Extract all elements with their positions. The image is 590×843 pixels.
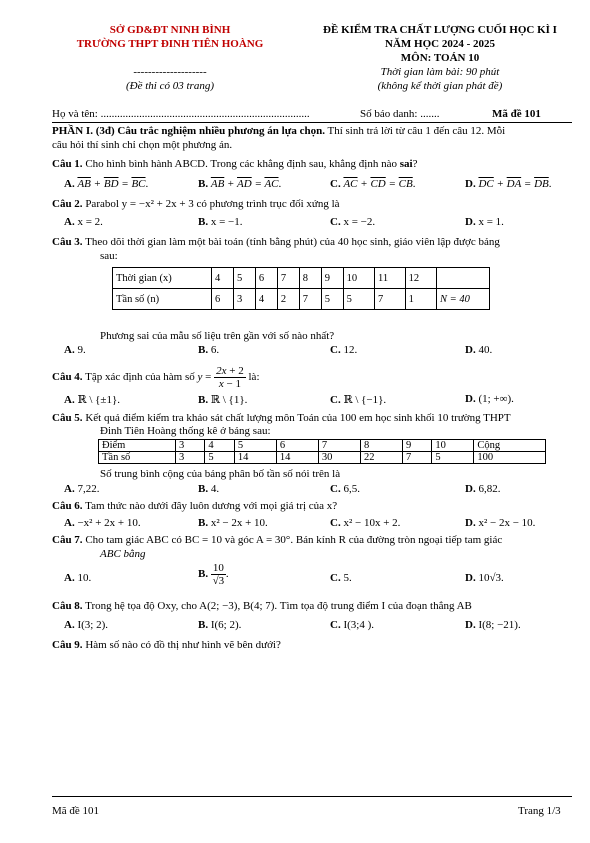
q3-option-a[interactable] [64,344,86,356]
q2-label: Câu 2. [52,198,83,210]
q5-b-text: 4. [210,483,220,495]
q2-a-text: x = 2. [77,216,103,228]
q7-d-text: 10√3. [478,572,504,584]
letter-d: D. [465,216,476,228]
part1-desc-2: câu hỏi thí sinh chỉ chọn một phương án. [52,139,233,151]
q6-b-text: x² − 2x + 10. [210,517,268,529]
question-4: Câu 4. Tập xác định của hàm số y = $\frac{2x + 2}{x - 1}$ là: [52,365,260,390]
table-cell: 12 [405,268,436,289]
footer-code: Mã đề 101 [52,805,100,817]
table-cell: 22 [360,452,402,464]
q7-c-text: 5. [343,572,352,584]
q5-c-text: 6,5. [343,483,360,495]
table-cell: 4 [212,268,234,289]
q5-option-c[interactable] [330,483,360,495]
question-9 [52,639,281,651]
q4-la: là: [248,371,260,384]
table-cell: Tần số [99,452,176,464]
table-cell: 5 [432,452,474,464]
q5-question: Số trung bình cộng của bảng phân bố tần số nói trên là [100,468,341,480]
letter-a: A. [64,619,75,631]
footer-page: Trang 1/3 [518,805,561,817]
q7-b-fraction [211,562,226,587]
letter-a: A. [64,178,75,190]
q7-text: Cho tam giác ABC có BC = 10 và góc A = 30°. Bán kính R của đường tròn ngoại tiếp tam giác [82,534,503,546]
table-cell: 7 [318,440,360,452]
q6-text: Tam thức nào dưới đây luôn dương với mọi giá trị của x? [82,500,338,512]
table-cell: 2 [277,289,299,310]
q5-text-2: Đinh Tiên Hoàng thống kê ở bảng sau: [100,425,271,437]
q3-option-b[interactable] [198,344,219,356]
question-5 [52,412,511,424]
letter-c: C. [330,619,341,631]
letter-c: C. [330,178,341,190]
table-cell: 3 [176,452,205,464]
table-cell: 7 [402,452,431,464]
letter-d: D. [465,517,476,529]
part1-desc: Thí sinh trả lời từ câu 1 đến câu 12. Mỗi [324,125,506,137]
q8-label: Câu 8. [52,600,83,612]
question-6 [52,500,337,512]
table-cell: 6 [212,289,234,310]
letter-b: B. [198,394,209,406]
letter-c: C. [330,344,341,356]
q3-question: Phương sai của mẫu số liệu trên gần với số nào nhất? [100,330,335,342]
table-cell: N = 40 [437,289,490,310]
q1-option-a[interactable]: A. $\overline{AB} + \overline{BD} = \overline{BC}$. [64,178,149,190]
letter-a: A. [64,394,75,406]
table-cell: 100 [474,452,546,464]
letter-a: A. [64,517,75,529]
table-cell: 9 [321,268,343,289]
q4-fraction: $\frac{2x + 2}{x - 1}$ [216,365,244,390]
q7-option-b[interactable]: B. $\frac{10}{√3}$ . [198,562,229,587]
q2-d-text: x = 1. [478,216,504,228]
question-8 [52,600,472,612]
q2-text: Parabol y = −x² + 2x + 3 có phương trình trục đối xứng là [82,198,340,210]
q8-option-c[interactable] [330,619,374,631]
student-id-field: Số báo danh: ....... [360,108,440,120]
table-cell: 4 [255,289,277,310]
table-cell: Tần số (n) [113,289,212,310]
school-name: TRƯỜNG THPT ĐINH TIÊN HOÀNG [76,38,264,50]
q5-option-a[interactable] [64,483,99,495]
q6-a-text: −x² + 2x + 10. [77,517,141,529]
q7-option-d[interactable] [465,572,504,584]
q8-b-text: I(6; 2). [210,619,242,631]
letter-b: B. [198,483,209,495]
table-cell: 6 [276,440,318,452]
q7-b-num: 10 [212,562,224,574]
table-cell: 6 [255,268,277,289]
table-cell: 5 [343,289,374,310]
q3-a-text: 9. [77,344,86,356]
letter-d: D. [465,178,476,190]
q1-end: ? [412,158,418,170]
q8-option-b[interactable] [198,619,241,631]
letter-b: B. [198,568,209,581]
table-cell: 7 [299,289,321,310]
q6-option-a[interactable] [64,517,141,529]
letter-d: D. [465,619,476,631]
q3-option-d[interactable] [465,344,492,356]
q9-text: Hàm số nào có đồ thị như hình vẽ bên dưới? [82,639,281,651]
q7-text-2: ABC bằng [100,548,146,560]
table-cell: 5 [321,289,343,310]
table-cell [437,268,490,289]
q7-label: Câu 7. [52,534,83,546]
q5-text: Kết quả điểm kiểm tra khảo sát chất lượng môn Toán của 100 em học sinh khối 10 trường THPT [82,412,511,424]
q7-a-text: 10. [77,572,92,584]
table-cell: 7 [374,289,405,310]
department-name: SỞ GD&ĐT NINH BÌNH [109,24,231,36]
q6-label: Câu 6. [52,500,83,512]
school-year: NĂM HỌC 2024 - 2025 [385,38,495,50]
q3-b-text: 6. [210,344,220,356]
q4-option-a[interactable] [64,393,120,406]
table-cell: 3 [233,289,255,310]
letter-c: C. [330,394,341,406]
q4-option-d[interactable] [465,393,514,405]
table-row [113,289,490,310]
letter-a: A. [64,483,75,495]
table-cell: 5 [205,452,234,464]
q9-label: Câu 9. [52,639,83,651]
time-note: (không kể thời gian phát đề) [377,80,503,92]
question-2 [52,198,340,210]
q2-option-a[interactable] [64,216,103,228]
question-3 [52,236,500,248]
table-cell: 9 [402,440,431,452]
table-cell: Cộng [474,440,546,452]
q8-d-text: I(8; −21). [478,619,521,631]
q4-a-text: ℝ \ {±1}. [77,394,120,406]
q6-option-d[interactable] [465,517,535,529]
q2-option-c[interactable] [330,216,375,228]
q8-text: Trong hệ tọa độ Oxy, cho A(2; −3), B(4; 7). Tìm tọa độ trung điểm I của đoạn thẳng AB [82,600,472,612]
q3-option-c[interactable] [330,344,357,356]
letter-c: C. [330,572,341,584]
letter-a: A. [64,572,75,584]
q5-label: Câu 5. [52,412,83,424]
q3-frequency-table [112,267,490,310]
q1-option-c[interactable]: C. $\overline{AC} + \overline{CD} = \overline{CB}$. [330,178,416,190]
q4-label: Câu 4. [52,371,83,384]
q5-option-d[interactable] [465,483,500,495]
q7-b-den: √3 [212,575,225,587]
q3-text: Theo dõi thời gian làm một bài toán (tính bằng phút) của 40 học sinh, giáo viên lập được bảng [82,236,500,248]
q3-c-text: 12. [343,344,358,356]
table-row [99,452,546,464]
q4-c-text: ℝ \ {−1}. [343,394,387,406]
q6-option-b[interactable] [198,517,268,529]
q6-option-c[interactable] [330,517,400,529]
table-cell: Điểm [99,440,176,452]
table-cell: 11 [374,268,405,289]
letter-a: A. [64,344,75,356]
exam-title: ĐỀ KIỂM TRA CHẤT LƯỢNG CUỐI HỌC KÌ I [323,24,557,36]
table-cell: 8 [299,268,321,289]
divider [52,122,572,123]
q1-text: Cho hình bình hành ABCD. Trong các khẳng định sau, khẳng định nào [82,158,400,170]
subject: MÔN: TOÁN 10 [400,52,480,64]
table-cell: 30 [318,452,360,464]
table-row [99,440,546,452]
q3-d-text: 40. [478,344,493,356]
q1-option-d[interactable]: D. $\overline{DC} + \overline{DA} = \overline{DB}$. [465,178,552,190]
q6-d-text: x² − 2x − 10. [478,517,536,529]
q3-text-2: sau: [100,250,118,262]
question-1 [52,158,417,170]
letter-d: D. [465,572,476,584]
table-cell: 7 [277,268,299,289]
q4-d-text: (1; +∞). [478,393,514,405]
q2-option-d[interactable] [465,216,504,228]
table-row [113,268,490,289]
table-cell: 1 [405,289,436,310]
q5-a-text: 7,22. [77,483,100,495]
q8-a-text: I(3; 2). [77,619,108,631]
letter-a: A. [64,216,75,228]
table-cell: 14 [234,452,276,464]
exam-code: Mã đề 101 [492,108,541,120]
q5-score-table [98,439,546,464]
table-cell: 5 [234,440,276,452]
letter-c: C. [330,483,341,495]
table-cell: 8 [360,440,402,452]
part1-intro [52,125,505,137]
q8-option-d[interactable] [465,619,521,631]
table-cell: 10 [343,268,374,289]
letter-b: B. [198,619,209,631]
q3-label: Câu 3. [52,236,83,248]
letter-d: D. [465,483,476,495]
letter-c: C. [330,216,341,228]
q2-b-text: x = −1. [210,216,243,228]
question-7 [52,534,502,546]
q1-label: Câu 1. [52,158,83,170]
table-cell: 4 [205,440,234,452]
q7-option-c[interactable] [330,572,352,584]
letter-d: D. [465,344,476,356]
table-cell: 14 [276,452,318,464]
q6-c-text: x² − 10x + 2. [343,517,401,529]
student-name-field: Họ và tên: ............................................................................ [52,108,310,120]
footer-divider [52,796,572,797]
letter-d: D. [465,393,476,405]
q1-sai: sai [399,158,413,170]
q4-option-c[interactable] [330,393,386,406]
table-cell: 5 [233,268,255,289]
dash-line: -------------------- [133,66,207,78]
q1-option-b[interactable]: B. $\overline{AB} + \overline{AD} = \overline{AC}$. [198,178,282,190]
part1-title: PHẦN I. (3đ) Câu trắc nghiệm nhiều phương án lựa chọn. [52,125,325,137]
q4-b-text: ℝ \ {1}. [210,394,248,406]
pages-note: (Đề thi có 03 trang) [126,80,214,92]
q5-option-b[interactable] [198,483,219,495]
q4-text: Tập xác định của hàm số [82,371,195,384]
q5-d-text: 6,82. [478,483,501,495]
q8-c-text: I(3;4 ). [343,619,374,631]
q8-option-a[interactable] [64,619,108,631]
letter-b: B. [198,344,209,356]
table-cell: 10 [432,440,474,452]
letter-b: B. [198,178,209,190]
table-cell: Thời gian (x) [113,268,212,289]
q2-c-text: x = −2. [343,216,376,228]
table-cell: 3 [176,440,205,452]
letter-b: B. [198,517,209,529]
q4-option-b[interactable] [198,393,247,406]
time-limit: Thời gian làm bài: 90 phút [380,66,500,78]
letter-c: C. [330,517,341,529]
letter-b: B. [198,216,209,228]
q7-option-a[interactable] [64,572,91,584]
q2-option-b[interactable] [198,216,243,228]
